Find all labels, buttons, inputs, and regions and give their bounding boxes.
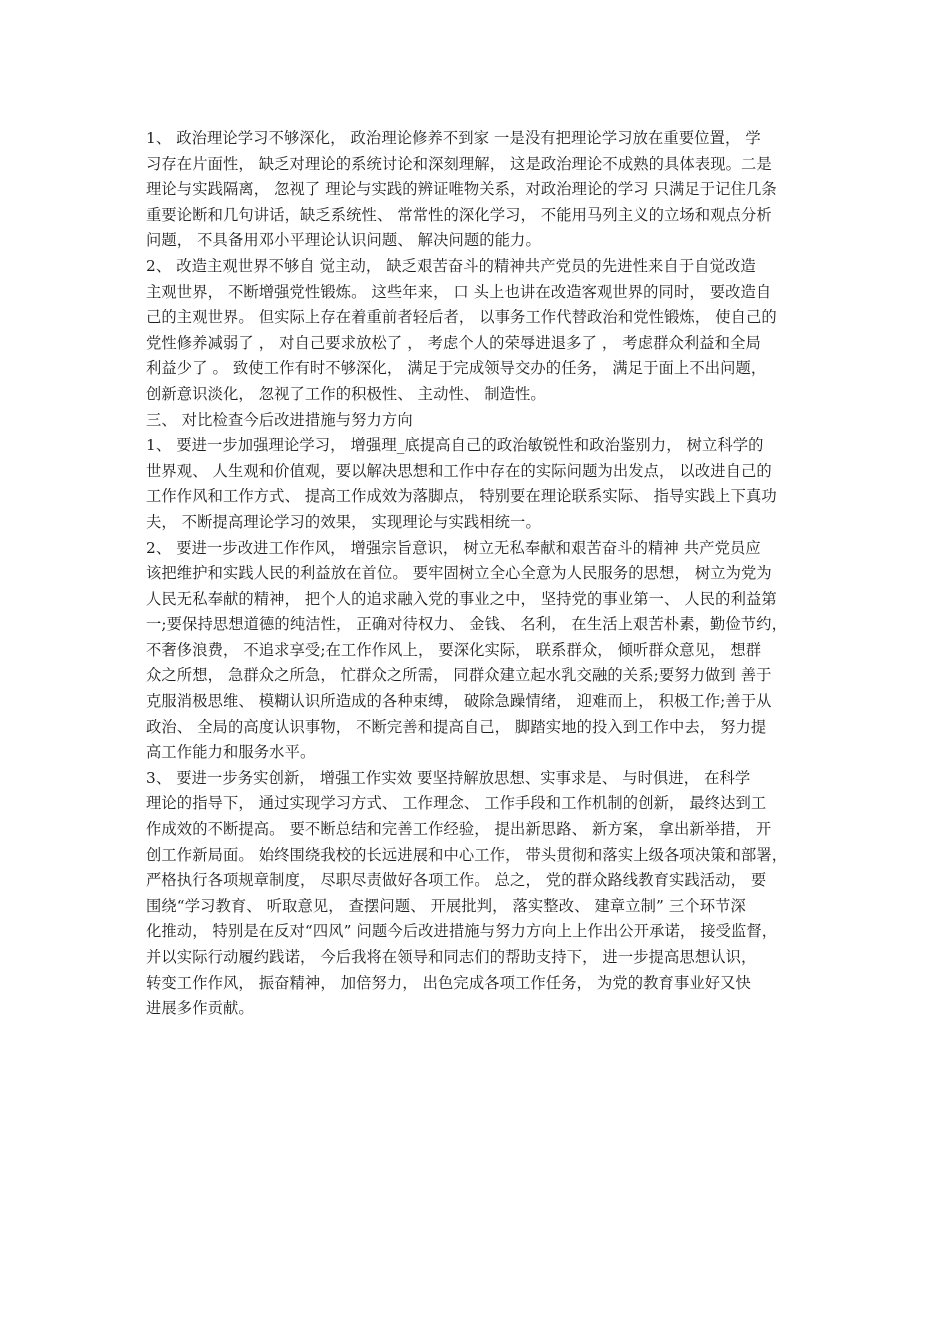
text-line: 转变工作作风， 振奋精神， 加倍努力， 出色完成各项工作任务， 为党的教育事业好又快: [146, 973, 751, 992]
text-line: 高工作能力和服务水平。: [146, 743, 316, 762]
text-line: 夫， 不断提高理论学习的效果， 实现理论与实践相统一。: [146, 512, 541, 531]
document-body-text: [146, 126, 818, 1022]
text-line: 利益少了 。 致使工作有时不够深化， 满足于完成领导交办的任务， 满足于面上不出问题，: [146, 359, 767, 378]
text-line: 围绕“学习教育、 听取意见， 查摆问题、 开展批判， 落实整改、 建章立制” 三个环节深: [146, 896, 746, 915]
text-line: 工作作风和工作方式、 提高工作成效为落脚点， 特别要在理论联系实际、 指导实践上下真功: [146, 487, 777, 506]
text-line: 己的主观世界。 但实际上存在着重前者轻后者， 以事务工作代替政治和党性锻炼， 使自己的: [146, 308, 777, 327]
text-line: 世界观、 人生观和价值观，要以解决思想和工作中存在的实际问题为出发点， 以改进自己的: [146, 461, 772, 480]
text-line: 习存在片面性， 缺乏对理论的系统讨论和深刻理解， 这是政治理论不成熟的具体表现。二是: [146, 154, 772, 173]
text-line: 化推动， 特别是在反对“四风” 问题今后改进措施与努力方向上上作出公开承诺， 接受监督，: [146, 922, 778, 941]
text-line: 人民无私奉献的精神， 把个人的追求融入党的事业之中， 坚持党的事业第一、 人民的利益第: [146, 589, 777, 608]
text-line: 众之所想， 急群众之所急， 忙群众之所需， 同群众建立起水乳交融的关系;要努力做到 善于: [146, 666, 772, 685]
text-line: 1、 要进一步加强理论学习， 增强理_底提高自己的政治敏锐性和政治鉴别力， 树立科学的: [146, 436, 764, 455]
text-line: 作成效的不断提高。 要不断总结和完善工作经验， 提出新思路、 新方案， 拿出新举措， 开: [146, 820, 772, 839]
text-line: 党性修养减弱了 ， 对自己要求放松了 ， 考虑个人的荣辱进退多了 ， 考虑群众利益和全局: [146, 333, 761, 352]
text-line: 3、 要进一步务实创新， 增强工作实效 要坚持解放思想、实事求是、 与时俱进， 在科学: [146, 768, 751, 787]
text-line: 问题， 不具备用邓小平理论认识问题、 解决问题的能力。: [146, 231, 541, 250]
text-line: 政治、 全局的高度认识事物， 不断完善和提高自己， 脚踏实地的投入到工作中去， 努力提: [146, 717, 767, 736]
text-line: 该把维护和实践人民的利益放在首位。 要牢固树立全心全意为人民服务的思想， 树立为党为: [146, 564, 772, 583]
text-line: 2、 改造主观世界不够自 觉主动， 缺乏艰苦奋斗的精神共产党员的先进性来自于自觉改造: [146, 256, 756, 275]
text-line: 理论的指导下， 通过实现学习方式、 工作理念、 工作手段和工作机制的创新， 最终达到工: [146, 794, 767, 813]
text-line: 一;要保持思想道德的纯洁性， 正确对待权力、 金钱、 名利， 在生活上艰苦朴素，勤俭节约，: [146, 615, 787, 634]
text-line: 严格执行各项规章制度， 尽职尽责做好各项工作。 总之， 党的群众路线教育实践活动， 要: [146, 871, 767, 890]
text-line: 理论与实践隔离， 忽视了 理论与实践的辨证唯物关系，对政治理论的学习 只满足于记住几条: [146, 180, 777, 199]
text-line: 三、 对比检查今后改进措施与努力方向: [146, 410, 413, 429]
text-line: 主观世界， 不断增强党性锻炼。 这些年来， 口 头上也讲在改造客观世界的同时， 要改造自: [146, 282, 772, 301]
text-line: 创新意识淡化， 忽视了工作的积极性、 主动性、 制造性。: [146, 384, 546, 403]
text-line: 创工作新局面。 始终围绕我校的长远进展和中心工作， 带头贯彻和落实上级各项决策和部署，: [146, 845, 788, 864]
text-line: 1、 政治理论学习不够深化， 政治理论修养不到家 一是没有把理论学习放在重要位置， 学: [146, 129, 761, 147]
text-line: 并以实际行动履约践诺， 今后我将在领导和同志们的帮助支持下， 进一步提高思想认识，: [146, 948, 757, 966]
text-line: 不奢侈浪费， 不追求享受;在工作作风上， 要深化实际， 联系群众， 倾听群众意见， 想群: [146, 640, 762, 659]
text-line: 进展多作贡献。: [146, 999, 254, 1018]
text-line: 重要论断和几句讲话，缺乏系统性、 常常性的深化学习， 不能用马列主义的立场和观点分析: [146, 205, 772, 224]
text-line: 2、 要进一步改进工作作风， 增强宗旨意识， 树立无私奉献和艰苦奋斗的精神 共产党员应: [146, 538, 761, 557]
text-line: 克服消极思维、 模糊认识所造成的各种束缚， 破除急躁情绪， 迎难而上， 积极工作;善于从: [146, 692, 772, 711]
